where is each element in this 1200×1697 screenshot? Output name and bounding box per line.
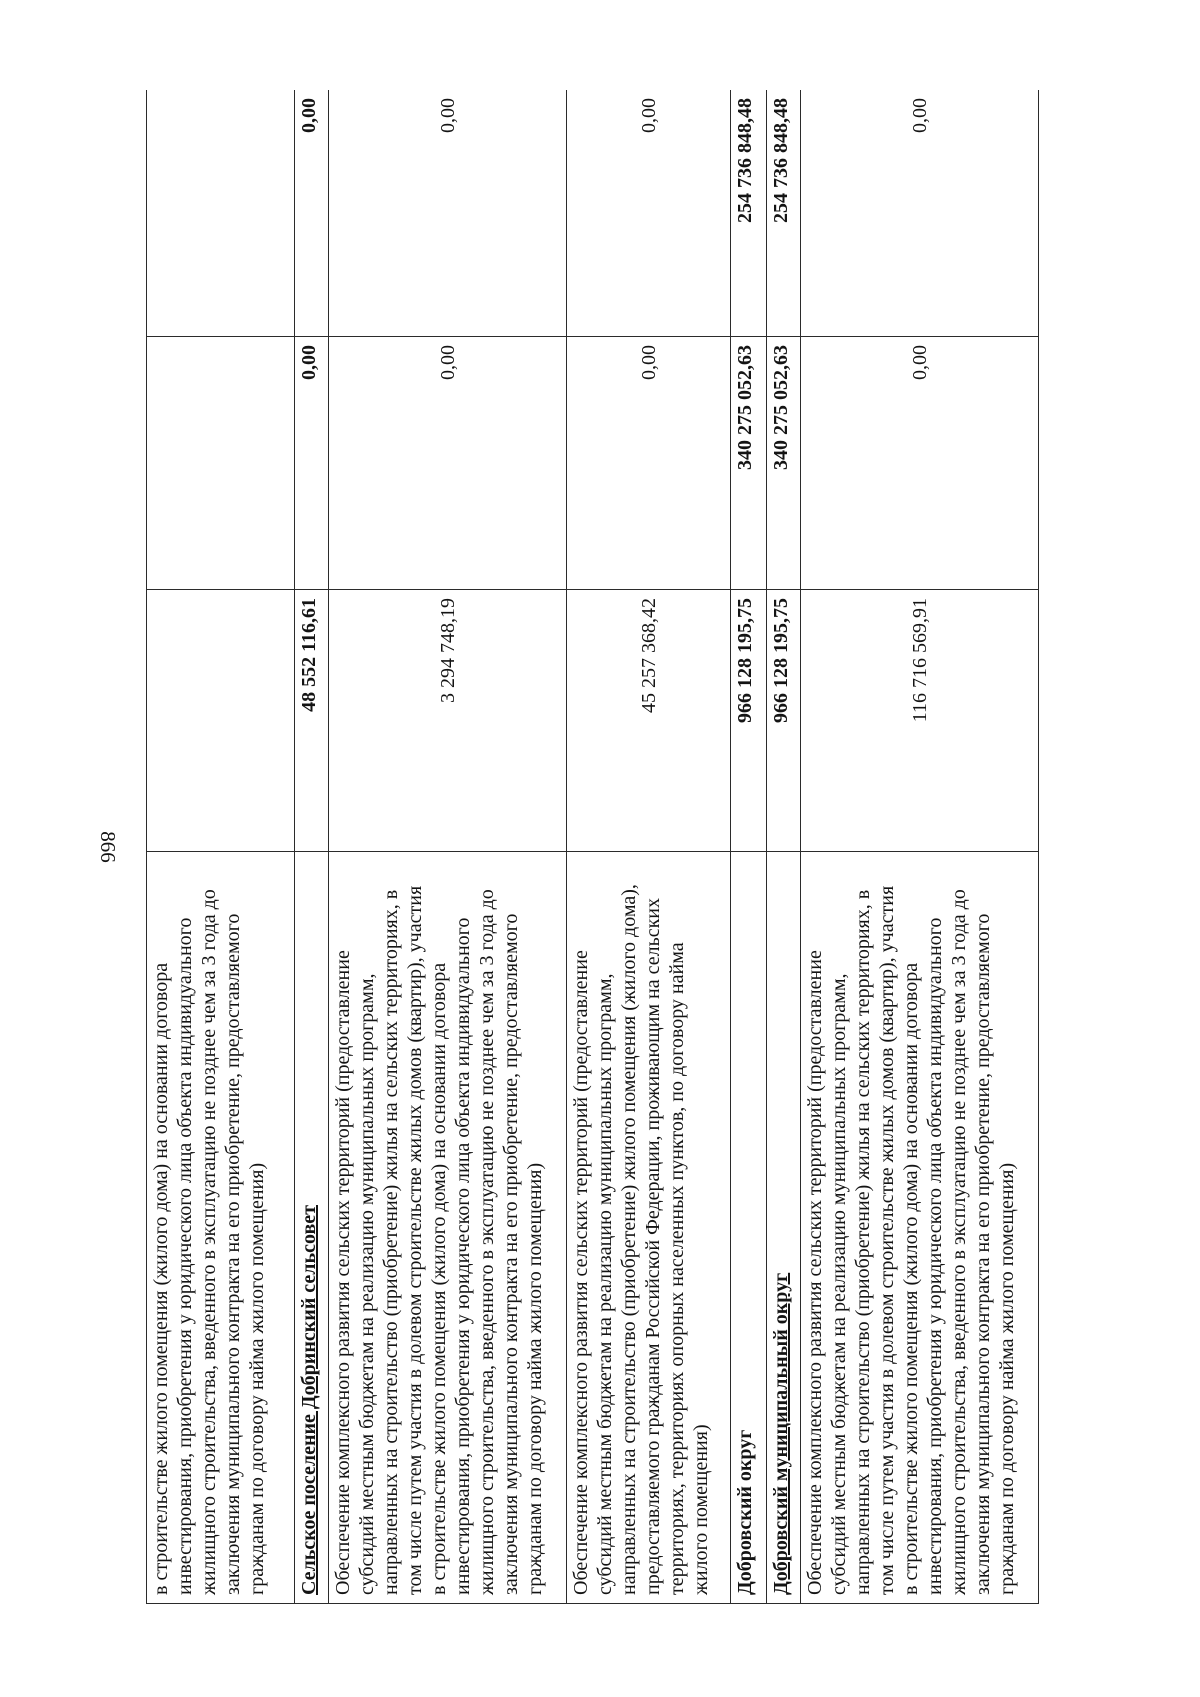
budget-table <box>146 90 1039 1604</box>
table-row-header <box>295 90 329 1604</box>
value-cell-1 <box>147 590 295 852</box>
value-cell-3: 0,00 <box>329 90 567 337</box>
table-row <box>567 90 731 1604</box>
value-cell-1: 3 294 748,19 <box>329 590 567 852</box>
rotated-table-container <box>146 90 1104 1604</box>
section-title: Добровский округ <box>734 1429 756 1595</box>
value-cell-1: 966 128 195,75 <box>767 590 801 852</box>
value-cell-3: 0,00 <box>801 90 1039 337</box>
description-cell <box>567 852 731 1604</box>
value-cell-1: 45 257 368,42 <box>567 590 731 852</box>
value-cell-2 <box>147 337 295 590</box>
description-text: Обеспечение комплексного развития сельских территорий (предоставление субсидий местным бюджетам на реализацию муниципальных программ, направленных на строительство (приобретение) жилого помещения (жилого дома), предоставляемого гражданам Российской Федерации, проживающим на сельских территориях, территориях опорных населенных пунктов, по договору найма жилого помещения) <box>570 884 712 1595</box>
value-cell-2: 0,00 <box>567 337 731 590</box>
value-cell-2: 340 275 052,63 <box>731 337 767 590</box>
table-row-header <box>767 90 801 1604</box>
value-cell-3: 254 736 848,48 <box>767 90 801 337</box>
value-cell-3: 0,00 <box>295 90 329 337</box>
value-cell-1: 966 128 195,75 <box>731 590 767 852</box>
description-cell <box>801 852 1039 1604</box>
rotated-table-area <box>146 90 1104 1604</box>
page-number: 866 <box>96 831 120 863</box>
value-cell-2: 0,00 <box>329 337 567 590</box>
value-cell-2: 340 275 052,63 <box>767 337 801 590</box>
description-cell <box>147 852 295 1604</box>
value-cell-1: 116 716 569,91 <box>801 590 1039 852</box>
value-cell-3: 254 736 848,48 <box>731 90 767 337</box>
section-title: Сельское поселение Добринский сельсовет <box>298 1205 320 1595</box>
description-cell <box>767 852 801 1604</box>
description-cell <box>731 852 767 1604</box>
description-text: в строительстве жилого помещения (жилого дома) на основании договора инвестирования, приобретения у юридического лица объекта индивидуального жилищного строительства, введенного в эксплуатацию не позднее чем за 3 года до заключения муниципального контракта на его приобретение, предоставляемого гражданам по договору найма жилого помещения) <box>150 889 268 1595</box>
description-cell <box>295 852 329 1604</box>
section-title: Добровский муниципальный округ <box>770 1272 792 1595</box>
value-cell-2: 0,00 <box>295 337 329 590</box>
table-row-header <box>731 90 767 1604</box>
value-cell-1: 48 552 116,61 <box>295 590 329 852</box>
description-cell <box>329 852 567 1604</box>
table-row <box>329 90 567 1604</box>
description-text: Обеспечение комплексного развития сельских территорий (предоставление субсидий местным бюджетам на реализацию муниципальных программ, направленных на строительство (приобретение) жилья на сельских территориях, в том числе путем участия в долевом строительстве жилых домов (квартир), участия в строительстве жилого помещения (жилого дома) на основании договора инвестирования, приобретения у юридического лица объекта индивидуального жилищного строительства, введенного в эксплуатацию не позднее чем за 3 года до заключения муниципального контракта на его приобретение, предоставляемого гражданам по договору найма жилого помещения) <box>332 885 546 1595</box>
table-row <box>801 90 1039 1604</box>
description-text: Обеспечение комплексного развития сельских территорий (предоставление субсидий местным бюджетам на реализацию муниципальных программ, направленных на строительство (приобретение) жилья на сельских территориях, в том числе путем участия в долевом строительстве жилых домов (квартир), участия в строительстве жилого помещения (жилого дома) на основании договора инвестирования, приобретения у юридического лица объекта индивидуального жилищного строительства, введенного в эксплуатацию не позднее чем за 3 года до заключения муниципального контракта на его приобретение, предоставляемого гражданам по договору найма жилого помещения) <box>804 885 1018 1595</box>
table-row <box>147 90 295 1604</box>
value-cell-2: 0,00 <box>801 337 1039 590</box>
value-cell-3: 0,00 <box>567 90 731 337</box>
value-cell-3 <box>147 90 295 337</box>
